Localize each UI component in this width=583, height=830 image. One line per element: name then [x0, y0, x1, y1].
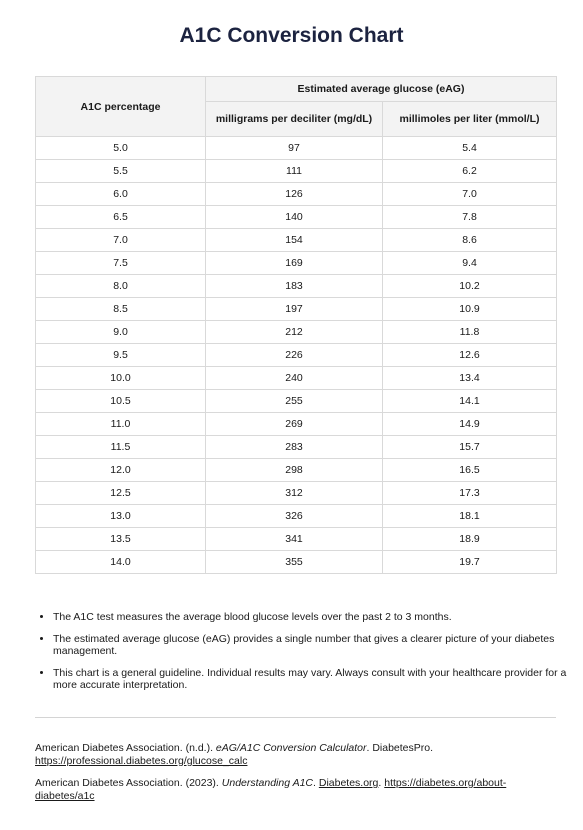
- table-row: [36, 505, 557, 528]
- note-item: • This chart is a general guideline. Individual results may vary. Always consult with your healthcare provider for a more accurate interpretation.: [53, 667, 574, 692]
- cell-mg-dl: 183: [206, 275, 383, 298]
- table-row: [36, 206, 557, 229]
- cell-a1c: 12.0: [36, 459, 206, 482]
- cell-a1c: 10.0: [36, 367, 206, 390]
- cell-mg-dl: 298: [206, 459, 383, 482]
- cell-a1c: 9.5: [36, 344, 206, 367]
- cell-mmol-l: 18.1: [383, 505, 557, 528]
- reference-authors: American Diabetes Association. (n.d.).: [35, 742, 216, 754]
- cell-mg-dl: 169: [206, 252, 383, 275]
- reference-item: American Diabetes Association. (2023). Understanding A1C. Diabetes.org. https://diabetes.org/about-diabetes/a1c: [35, 777, 507, 802]
- cell-mmol-l: 18.9: [383, 528, 557, 551]
- reference-title: Understanding A1C: [221, 777, 314, 789]
- cell-mg-dl: 240: [206, 367, 383, 390]
- table-row: [36, 252, 557, 275]
- table-row: [36, 459, 557, 482]
- reference-source-link[interactable]: Diabetes.org: [318, 777, 379, 789]
- cell-a1c: 14.0: [36, 551, 206, 574]
- table-row: [36, 229, 557, 252]
- cell-mmol-l: 12.6: [383, 344, 557, 367]
- cell-mg-dl: 126: [206, 183, 383, 206]
- cell-mmol-l: 5.4: [383, 137, 557, 160]
- cell-mg-dl: 97: [206, 137, 383, 160]
- reference-authors: American Diabetes Association. (2023).: [35, 777, 222, 789]
- cell-a1c: 5.0: [36, 137, 206, 160]
- cell-mg-dl: 326: [206, 505, 383, 528]
- cell-mg-dl: 355: [206, 551, 383, 574]
- cell-mmol-l: 7.0: [383, 183, 557, 206]
- cell-mg-dl: 212: [206, 321, 383, 344]
- table-row: [36, 413, 557, 436]
- header-mmol-l: millimoles per liter (mmol/L): [383, 102, 557, 137]
- table-row: [36, 551, 557, 574]
- cell-mg-dl: 226: [206, 344, 383, 367]
- cell-a1c: 7.5: [36, 252, 206, 275]
- table-row: [36, 390, 557, 413]
- cell-mmol-l: 11.8: [383, 321, 557, 344]
- cell-mmol-l: 7.8: [383, 206, 557, 229]
- cell-mmol-l: 10.2: [383, 275, 557, 298]
- table-row: [36, 298, 557, 321]
- cell-mg-dl: 312: [206, 482, 383, 505]
- cell-a1c: 8.5: [36, 298, 206, 321]
- references: [35, 742, 556, 812]
- reference-title: eAG/A1C Conversion Calculator: [215, 742, 367, 754]
- cell-a1c: 10.5: [36, 390, 206, 413]
- cell-a1c: 6.5: [36, 206, 206, 229]
- cell-a1c: 11.5: [36, 436, 206, 459]
- table-row: [36, 367, 557, 390]
- cell-mmol-l: 8.6: [383, 229, 557, 252]
- table-row: [36, 160, 557, 183]
- cell-mg-dl: 269: [206, 413, 383, 436]
- header-mg-dl: milligrams per deciliter (mg/dL): [206, 102, 383, 137]
- reference-source: . DiabetesPro.: [366, 742, 434, 754]
- cell-mmol-l: 14.9: [383, 413, 557, 436]
- divider: [35, 717, 556, 718]
- reference-link[interactable]: https://diabetes.org/about-diabetes/a1c: [35, 777, 507, 802]
- table-row: [36, 183, 557, 206]
- cell-a1c: 8.0: [36, 275, 206, 298]
- table-row: [36, 137, 557, 160]
- cell-mg-dl: 341: [206, 528, 383, 551]
- cell-mmol-l: 10.9: [383, 298, 557, 321]
- table-row: [36, 482, 557, 505]
- table-row: [36, 321, 557, 344]
- header-a1c-percentage: A1C percentage: [36, 77, 206, 137]
- cell-mg-dl: 154: [206, 229, 383, 252]
- cell-mmol-l: 6.2: [383, 160, 557, 183]
- page-title: A1C Conversion Chart: [179, 24, 404, 47]
- notes-list: [35, 611, 574, 701]
- cell-a1c: 11.0: [36, 413, 206, 436]
- reference-item: [35, 742, 556, 767]
- cell-mg-dl: 111: [206, 160, 383, 183]
- cell-mmol-l: 13.4: [383, 367, 557, 390]
- header-estimated-average-glucose: Estimated average glucose (eAG): [206, 77, 557, 102]
- cell-a1c: 7.0: [36, 229, 206, 252]
- cell-mmol-l: 15.7: [383, 436, 557, 459]
- cell-a1c: 12.5: [36, 482, 206, 505]
- cell-a1c: 9.0: [36, 321, 206, 344]
- cell-mmol-l: 17.3: [383, 482, 557, 505]
- table-row: [36, 344, 557, 367]
- table-row: [36, 275, 557, 298]
- cell-mmol-l: 19.7: [383, 551, 557, 574]
- cell-mmol-l: 9.4: [383, 252, 557, 275]
- cell-mg-dl: 140: [206, 206, 383, 229]
- cell-a1c: 6.0: [36, 183, 206, 206]
- cell-mmol-l: 14.1: [383, 390, 557, 413]
- note-item: • The estimated average glucose (eAG) provides a single number that gives a clearer picture of your diabetes management.: [53, 633, 574, 658]
- cell-mg-dl: 197: [206, 298, 383, 321]
- cell-mmol-l: 16.5: [383, 459, 557, 482]
- table-row: [36, 436, 557, 459]
- cell-mg-dl: 283: [206, 436, 383, 459]
- table-body: [36, 137, 557, 574]
- cell-a1c: 13.5: [36, 528, 206, 551]
- table-row: [36, 528, 557, 551]
- note-item: • The A1C test measures the average blood glucose levels over the past 2 to 3 months.: [53, 611, 574, 624]
- reference-link[interactable]: https://professional.diabetes.org/glucose_calc: [35, 754, 248, 767]
- cell-a1c: 5.5: [36, 160, 206, 183]
- cell-a1c: 13.0: [36, 505, 206, 528]
- reference-source: .: [313, 777, 319, 789]
- table-header: [36, 77, 557, 137]
- cell-mg-dl: 255: [206, 390, 383, 413]
- conversion-table: [35, 76, 557, 574]
